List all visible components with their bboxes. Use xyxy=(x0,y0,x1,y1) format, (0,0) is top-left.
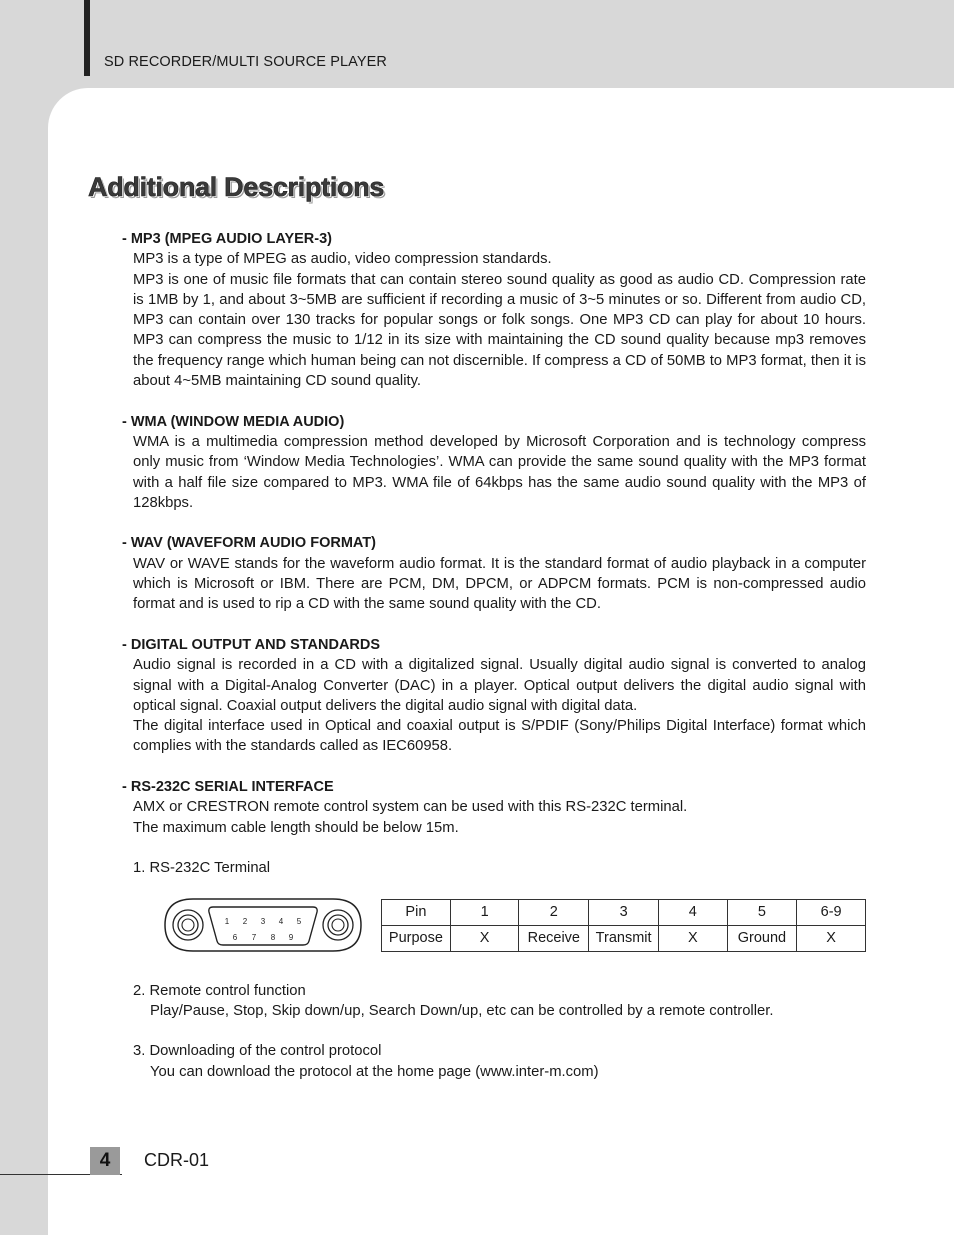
paragraph: WAV or WAVE stands for the waveform audio format. It is the standard format of audio playback in a computer which is Microsoft or IBM. There are PCM, DM, DPCM, or ADPCM formats. PCM is non-compressed audio format and is used to rip a CD with the same sound quality with the CD. xyxy=(133,555,866,613)
terminal-row xyxy=(133,879,866,981)
item-remote-control xyxy=(133,981,866,1022)
table-cell: Purpose xyxy=(382,925,451,951)
paragraph: The maximum cable length should be below 15m. xyxy=(133,819,459,836)
section-digital-output xyxy=(122,635,866,757)
pin-label: 3 xyxy=(260,916,266,926)
item-title: 3. Downloading of the control protocol xyxy=(133,1043,382,1060)
pin-label: 9 xyxy=(288,932,294,942)
section-body xyxy=(122,655,866,756)
item-description: You can download the protocol at the home page (www.inter-m.com) xyxy=(150,1063,599,1080)
table-row xyxy=(382,925,866,951)
section-body xyxy=(122,797,866,838)
section-body xyxy=(122,554,866,615)
db9-connector-icon xyxy=(163,893,363,957)
page-title: Additional Descriptions xyxy=(88,172,385,202)
pin-label: 1 xyxy=(224,916,230,926)
pin-label: 7 xyxy=(251,932,257,942)
table-cell: 5 xyxy=(727,899,797,925)
table-cell: 4 xyxy=(659,899,728,925)
footer-model: CDR-01 xyxy=(144,1150,210,1170)
item-description: Play/Pause, Stop, Skip down/up, Search Down/up, etc can be controlled by a remote controller. xyxy=(150,1002,774,1019)
pin-table xyxy=(381,899,866,952)
pin-label: 2 xyxy=(242,916,248,926)
header-rule xyxy=(84,0,90,76)
section-heading: - WMA (WINDOW MEDIA AUDIO) xyxy=(122,413,345,430)
section-heading: - RS-232C SERIAL INTERFACE xyxy=(122,779,334,796)
table-cell: 2 xyxy=(519,899,589,925)
pin-label: 5 xyxy=(296,916,302,926)
section-heading: - DIGITAL OUTPUT AND STANDARDS xyxy=(122,636,381,653)
section-body xyxy=(122,249,866,391)
section-wma xyxy=(122,412,866,513)
paragraph: AMX or CRESTRON remote control system can be used with this RS-232C terminal. xyxy=(133,799,688,816)
section-body xyxy=(122,432,866,513)
table-row xyxy=(382,899,866,925)
section-mp3 xyxy=(122,229,866,391)
table-cell: X xyxy=(659,925,728,951)
table-cell: 3 xyxy=(589,899,659,925)
table-cell: X xyxy=(450,925,519,951)
table-cell: Pin xyxy=(382,899,451,925)
top-band xyxy=(0,0,954,88)
table-cell: Receive xyxy=(519,925,589,951)
table-cell: Ground xyxy=(727,925,797,951)
content xyxy=(122,229,866,1102)
rs232-items xyxy=(122,858,866,1082)
paragraph: MP3 is one of music file formats that can contain stereo sound quality as good as audio CD. Compression rate is 1MB by 1, and about 3~5MB are sufficient if recording a music of 3~5 minutes or so. Different from audio CD, MP3 can contain over 130 tracks for popular songs or folk songs. One MP3 CD can play for about 10 hours. MP3 can compress the music to 1/12 in its size with maintaining the CD sound quality because mp3 removes the frequency range which human being can not discernible. If compress a CD of 50MB to MP3 format, then it is about 4~5MB maintaining CD sound quality. xyxy=(133,271,866,390)
pin-label: 6 xyxy=(232,932,238,942)
item-title: 2. Remote control function xyxy=(133,982,306,999)
table-cell: 1 xyxy=(450,899,519,925)
paragraph: WMA is a multimedia compression method developed by Microsoft Corporation and is technology compress only music from ‘Window Media Technologies’. WMA can provide the same sound quality with the MP3 format with a half file size compared to MP3. WMA file of 64kbps has the same audio sound quality with the MP3 of 128kbps. xyxy=(133,433,866,511)
paragraph: The digital interface used in Optical and coaxial output is S/PDIF (Sony/Philips Digital Interface) format which complies with the standards called as IEC60958. xyxy=(133,718,866,755)
pin-label: 4 xyxy=(278,916,284,926)
table-cell: 6-9 xyxy=(797,899,866,925)
table-cell: Transmit xyxy=(589,925,659,951)
pin-label: 8 xyxy=(270,932,276,942)
table-cell: X xyxy=(797,925,866,951)
section-wav xyxy=(122,533,866,614)
paragraph: MP3 is a type of MPEG as audio, video compression standards. xyxy=(133,251,552,268)
paragraph: Audio signal is recorded in a CD with a digitalized signal. Usually digital audio signal is converted to analog signal with a Digital-Analog Converter (DAC) in a player. Optical output delivers the digital audio signal with optical signal. Coaxial output delivers the digital audio signal with digital data. xyxy=(133,657,866,714)
section-rs232 xyxy=(122,777,866,838)
header-product-name: SD RECORDER/MULTI SOURCE PLAYER xyxy=(104,54,387,70)
item-terminal-title: 1. RS-232C Terminal xyxy=(133,860,271,877)
item-download-protocol xyxy=(133,1041,866,1082)
section-heading: - WAV (WAVEFORM AUDIO FORMAT) xyxy=(122,535,376,552)
page-number: 4 xyxy=(90,1147,120,1175)
section-heading: - MP3 (MPEG AUDIO LAYER-3) xyxy=(122,231,333,247)
